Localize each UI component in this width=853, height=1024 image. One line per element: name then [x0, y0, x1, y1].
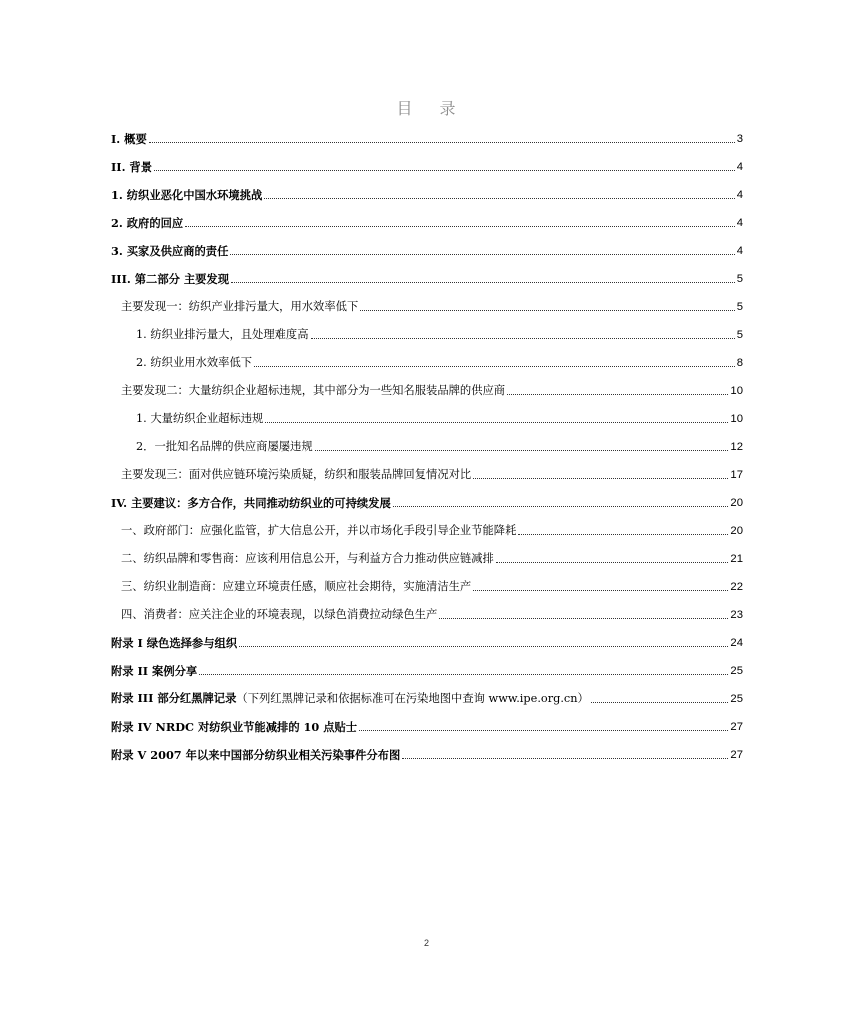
toc-entry[interactable] [111, 212, 743, 230]
toc-entry-label [136, 440, 314, 454]
toc-entry-title: 附录 V 2007 年以来中国部分纺织业相关污染事件分布图 [111, 748, 401, 762]
toc-title-char-1: 目 [396, 99, 414, 118]
toc-entry-title: 1. 大量纺织企业超标违规 [136, 412, 264, 425]
toc-entry-label [111, 664, 198, 678]
toc-dot-leader [239, 645, 728, 647]
toc-dot-leader [154, 169, 735, 171]
toc-entry[interactable] [121, 296, 743, 314]
toc-entry-title: I. 概要 [111, 132, 147, 146]
toc-entry-title: 附录 I 绿色选择参与组织 [111, 636, 238, 650]
toc-dot-leader [315, 449, 729, 451]
toc-entry[interactable] [111, 744, 743, 762]
toc-entry-page-number: 21 [730, 553, 743, 565]
toc-entry[interactable] [136, 324, 743, 342]
toc-entry-title: 附录 II 案例分享 [111, 664, 198, 678]
toc-entry-page-number: 22 [730, 581, 743, 593]
toc-entry[interactable] [111, 716, 743, 734]
toc-dot-leader [311, 337, 735, 339]
toc-entry[interactable] [111, 156, 743, 174]
toc-dot-leader [439, 617, 728, 619]
toc-entry-note: （下列红黑牌记录和依据标准可在污染地图中查询 www.ipe.org.cn） [236, 692, 589, 705]
toc-dot-leader [402, 757, 728, 759]
toc-dot-leader [265, 421, 728, 423]
toc-entry-title: 四、消费者：应关注企业的环境表现，以绿色消费拉动绿色生产 [121, 608, 438, 621]
toc-entry-label [121, 608, 438, 622]
toc-entry-page-number: 20 [730, 497, 743, 509]
toc-entry-title: 附录 III 部分红黑牌记录 [111, 691, 237, 705]
toc-entry-label [121, 524, 517, 538]
toc-entry-page-number: 17 [730, 469, 743, 481]
toc-entry-page-number: 4 [736, 245, 743, 257]
toc-entry-label [121, 552, 495, 566]
toc-entry-label [121, 300, 359, 314]
toc-entry-label [111, 160, 153, 174]
toc-entry-page-number: 5 [736, 301, 743, 313]
toc-entry[interactable] [121, 520, 743, 538]
toc-entry-title: 1. 纺织业恶化中国水环境挑战 [111, 188, 263, 202]
toc-entry-page-number: 5 [736, 329, 743, 341]
toc-entry-label [111, 244, 229, 258]
toc-entry-label [111, 636, 238, 650]
toc-dot-leader [393, 505, 729, 507]
toc-entry[interactable] [136, 408, 743, 426]
toc-entry-label [121, 468, 472, 482]
toc-entry-label [111, 188, 263, 202]
toc-entry-label [111, 748, 401, 762]
toc-dot-leader [591, 701, 729, 703]
toc-entry[interactable] [111, 660, 743, 678]
toc-entry-page-number: 27 [730, 749, 743, 761]
toc-entry-label [111, 272, 230, 286]
toc-entry-page-number: 27 [730, 721, 743, 733]
toc-entry-page-number: 10 [730, 413, 743, 425]
toc-dot-leader [496, 561, 729, 563]
toc-entry-title: 2. 政府的回应 [111, 216, 184, 230]
toc-entry-title: II. 背景 [111, 160, 153, 174]
toc-entry-page-number: 3 [736, 133, 743, 145]
toc-entry-label [111, 216, 184, 230]
toc-entry-title: 3. 买家及供应商的责任 [111, 244, 229, 258]
toc-entry-page-number: 25 [730, 665, 743, 677]
toc-entry-title: 二、纺织品牌和零售商：应该利用信息公开，与利益方合力推动供应链减排 [121, 552, 494, 565]
page-number: 2 [423, 938, 429, 948]
toc-entry[interactable] [111, 268, 743, 286]
toc-entry[interactable] [111, 184, 743, 202]
toc-dot-leader [507, 393, 728, 395]
toc-entry[interactable] [111, 128, 743, 146]
toc-dot-leader [149, 141, 735, 143]
toc-entry-page-number: 12 [730, 441, 743, 453]
toc-dot-leader [231, 281, 735, 283]
toc-entry[interactable] [121, 576, 743, 594]
toc-entry[interactable] [136, 436, 743, 454]
toc-entry[interactable] [121, 380, 743, 398]
toc-entry-title: 主要发现二：大量纺织企业超标违规，其中部分为一些知名服装品牌的供应商 [121, 384, 506, 397]
toc-entry-page-number: 24 [730, 637, 743, 649]
toc-title-char-2: 录 [439, 99, 457, 118]
toc-dot-leader [359, 729, 728, 731]
toc-entry-title: 主要发现三：面对供应链环境污染质疑，纺织和服装品牌回复情况对比 [121, 468, 472, 481]
toc-entry[interactable] [121, 548, 743, 566]
toc-entry-label [121, 384, 506, 398]
toc-entry-title: III. 第二部分 主要发现 [111, 272, 230, 286]
toc-entry-page-number: 4 [736, 217, 743, 229]
toc-entry[interactable] [111, 240, 743, 258]
toc-entry-title: 附录 IV NRDC 对纺织业节能减排的 10 点贴士 [111, 720, 358, 734]
toc-entry[interactable] [111, 492, 743, 510]
toc-entry-page-number: 10 [730, 385, 743, 397]
toc-dot-leader [199, 673, 728, 675]
toc-entry-label [136, 356, 253, 370]
toc-entry-title: IV. 主要建议：多方合作，共同推动纺织业的可持续发展 [111, 496, 391, 510]
toc-title [0, 96, 853, 119]
toc-entry-title: 2．一批知名品牌的供应商屡屡违规 [136, 440, 313, 453]
toc-entry[interactable] [111, 688, 743, 706]
toc-entry-label [121, 580, 472, 594]
toc-entry-label [136, 412, 264, 426]
toc-entry-page-number: 23 [730, 609, 743, 621]
toc-entry[interactable] [121, 604, 743, 622]
toc-dot-leader [518, 533, 728, 535]
toc-dot-leader [230, 253, 734, 255]
toc-dot-leader [473, 589, 728, 591]
toc-dot-leader [264, 197, 734, 199]
toc-entry[interactable] [121, 464, 743, 482]
toc-entry-page-number: 4 [736, 161, 743, 173]
toc-entry-page-number: 4 [736, 189, 743, 201]
toc-entry-page-number: 25 [730, 693, 743, 705]
toc-entry-label [111, 132, 148, 146]
toc-entry-page-number: 5 [736, 273, 743, 285]
toc-entry-title: 一、政府部门：应强化监管，扩大信息公开，并以市场化手段引导企业节能降耗 [121, 524, 517, 537]
toc-entry-title: 主要发现一：纺织产业排污量大，用水效率低下 [121, 300, 359, 313]
toc-entry-page-number: 8 [736, 357, 743, 369]
toc-entry-label [111, 691, 590, 706]
toc-dot-leader [473, 477, 728, 479]
toc-entry-label [136, 328, 310, 342]
toc-entry-label [111, 496, 392, 510]
toc-entry-label [111, 720, 358, 734]
toc-dot-leader [360, 309, 734, 311]
toc-dot-leader [185, 225, 734, 227]
toc-entry-title: 1. 纺织业排污量大，且处理难度高 [136, 328, 309, 341]
toc-entry[interactable] [136, 352, 743, 370]
toc-entry-page-number: 20 [730, 525, 743, 537]
toc-entry[interactable] [111, 632, 743, 650]
toc-entry-title: 2. 纺织业用水效率低下 [136, 356, 253, 369]
toc-dot-leader [254, 365, 735, 367]
toc-entry-title: 三、纺织业制造商：应建立环境责任感，顺应社会期待，实施清洁生产 [121, 580, 472, 593]
